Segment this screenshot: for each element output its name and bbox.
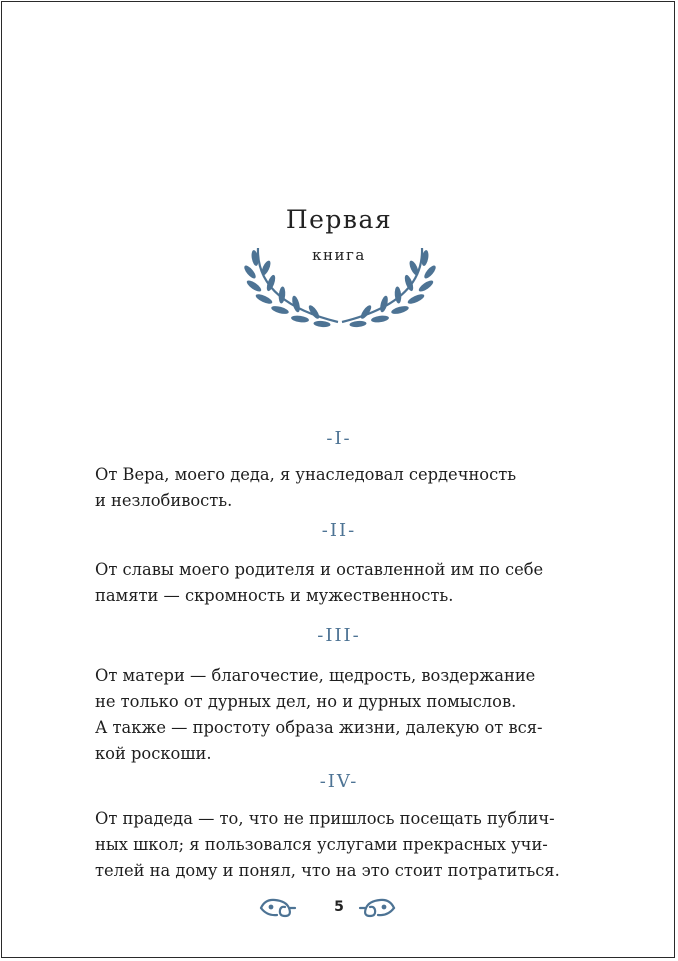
- laurel-wreath-icon: [244, 244, 436, 330]
- text-line: памяти — скромность и мужественность.: [95, 586, 454, 605]
- page-number: 5: [334, 899, 344, 915]
- text-line: От славы моего родителя и оставленной им по себе: [95, 560, 544, 579]
- chapter-number-4: -IV-: [319, 771, 359, 792]
- text-line: не только от дурных дел, но и дурных помыслов.: [95, 692, 517, 711]
- text-line: От прадеда — то, что не пришлось посещать публич-: [95, 809, 555, 828]
- chapter-paragraph-4: [95, 806, 563, 884]
- scroll-ornament-icon: [358, 896, 396, 920]
- chapter-number-3: -III-: [317, 625, 361, 646]
- book-subtitle: книга: [312, 246, 366, 264]
- chapter-number-2: -II-: [321, 520, 357, 541]
- text-line: От матери — благочестие, щедрость, воздержание: [95, 666, 536, 685]
- chapter-paragraph-1: [95, 462, 563, 514]
- chapter-paragraph-2: [95, 557, 563, 609]
- book-title: Первая: [285, 205, 393, 234]
- text-line: ных школ; я пользовался услугами прекрасных учи-: [95, 835, 548, 854]
- text-line: телей на дому и понял, что на это стоит потратиться.: [95, 861, 560, 880]
- chapter-number-1: -I-: [326, 428, 352, 449]
- text-line: кой роскоши.: [95, 744, 212, 763]
- text-line: и незлобивость.: [95, 491, 233, 510]
- chapter-paragraph-3: [95, 663, 563, 767]
- text-line: От Вера, моего деда, я унаследовал сердечность: [95, 465, 517, 484]
- text-line: А также — простоту образа жизни, далекую от вся-: [95, 718, 543, 737]
